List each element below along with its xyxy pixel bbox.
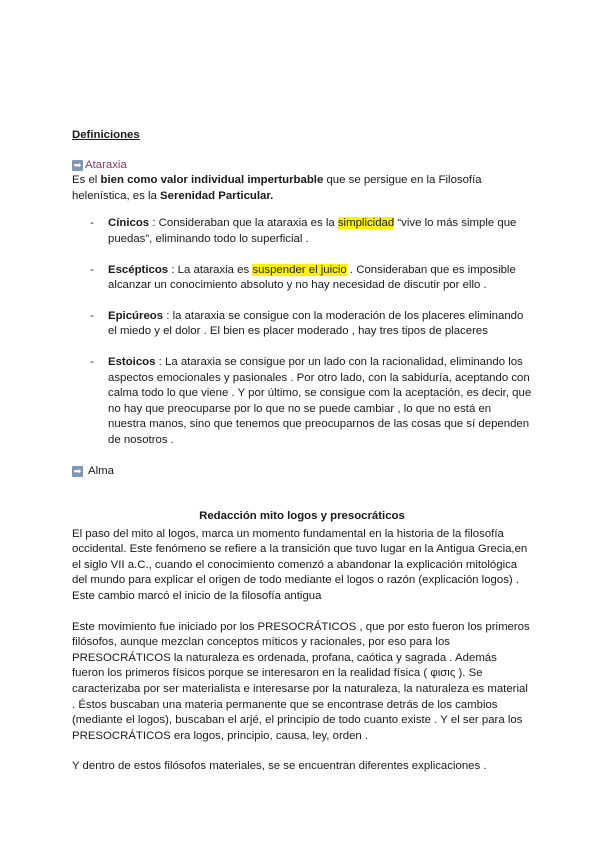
term: Estoicos <box>108 355 156 368</box>
term: Epicúreos <box>108 309 164 322</box>
section2-paragraph-1: El paso del mito al logos, marca un momento fundamental en la historia de la filosofía occidental. Este fenómeno se refiere a la transición que tuvo lugar en la Antigua Grecia,en el siglo VII a.C., cuando el conocimiento comenzó a abandonar la explicación mitológica del mundo para explicar el origen de todo mediante el logos o razón (explicación logos) . Este cambio marcó el inicio de la filosofía antigua <box>72 527 528 603</box>
section2-title: Redacción mito logos y presocráticos <box>199 510 405 523</box>
list-item-cinicos <box>72 216 532 247</box>
alma-label: Alma <box>88 464 114 477</box>
list-item-escepticos <box>72 263 532 294</box>
spacer <box>72 605 532 620</box>
arrow-right-icon: ➡ <box>73 465 82 476</box>
list-dash: - <box>90 217 94 230</box>
list-dash: - <box>90 309 94 322</box>
section2-paragraph-2: Este movimiento fue iniciado por los PRESOCRÁTICOS , que por esto fueron los primeros filósofos, aunque mezclan conceptos míticos y racionales, por eso para los PRESOCRÁTICOS la naturaleza es ordenada, profana, caótica y sagrada . Además fueron los primeros físicos porque se interesaron en la realidad física ( φισις ). Se caracterizaba por ser materialista e interesarse por la naturaleza, la naturaleza es material . Éstos buscaban una materia permanente que se encontrase detrás de los cambios (mediante el logos), buscaban el arjé, el principio de todo cuanto existe . Y el ser para los PRESOCRÁTICOS era logos, principio, causa, ley, orden . <box>72 620 530 742</box>
definitions-heading: Definiciones <box>72 129 140 141</box>
intro-bold: bien como valor individual imperturbable <box>100 174 324 187</box>
intro-text-2: que se persigue en la Filosofía helenística, es la <box>72 174 482 202</box>
ataraxia-heading <box>72 158 532 174</box>
ataraxia-intro <box>72 173 532 204</box>
term: Escépticos <box>108 263 169 276</box>
list-dash: - <box>90 263 94 276</box>
intro-text-1: Es el <box>72 174 101 187</box>
document-page <box>72 128 532 775</box>
spacer <box>72 479 532 509</box>
item-text: : la ataraxia se consigue con la moderación de los placeres eliminando el miedo y el dolor . El bien es placer moderado , hay tres tipos de placeres <box>108 309 524 338</box>
list-item-estoicos <box>72 355 532 449</box>
list-dash: - <box>90 355 94 368</box>
item-text-after: “vive lo más simple que puedas”, eliminando todo lo superficial . <box>108 217 517 245</box>
highlight: simplicidad <box>337 217 395 230</box>
highlight: suspender el juicio <box>252 263 347 276</box>
ataraxia-schools-list <box>72 216 532 448</box>
item-text-after: . Consideraban que es imposible alcanzar un conocimiento absoluto y no hay necesidad de discutir por ello . <box>108 263 516 292</box>
list-item-epicureos <box>72 309 532 340</box>
section2-paragraph-3: Y dentro de estos filósofos materiales, se se encuentran diferentes explicaciones . <box>72 760 487 773</box>
item-text: : La ataraxia es <box>168 263 253 276</box>
arrow-right-icon: ➡ <box>73 159 82 170</box>
ataraxia-label: Ataraxia <box>85 158 127 171</box>
alma-heading <box>72 464 532 480</box>
spacer <box>72 744 532 759</box>
item-text: : La ataraxia se consigue por un lado con la racionalidad, eliminando los aspectos emocionales y pasionales . Por otro lado, con la sabiduría, aceptando con calma todo lo que viene . Y por último, se consigue com la aceptación, es decir, que no hay que preocuparse por lo que no se puede cambiar , lo que no está en nuestra manos, sino que tenemos que preocuparnos de las cosas que sí dependen de nosotros . <box>108 355 532 446</box>
item-text: : Consideraban que la ataraxia es la <box>149 217 338 230</box>
term: Cínicos <box>108 217 150 230</box>
intro-bold-2: Serenidad Particular. <box>160 189 274 202</box>
